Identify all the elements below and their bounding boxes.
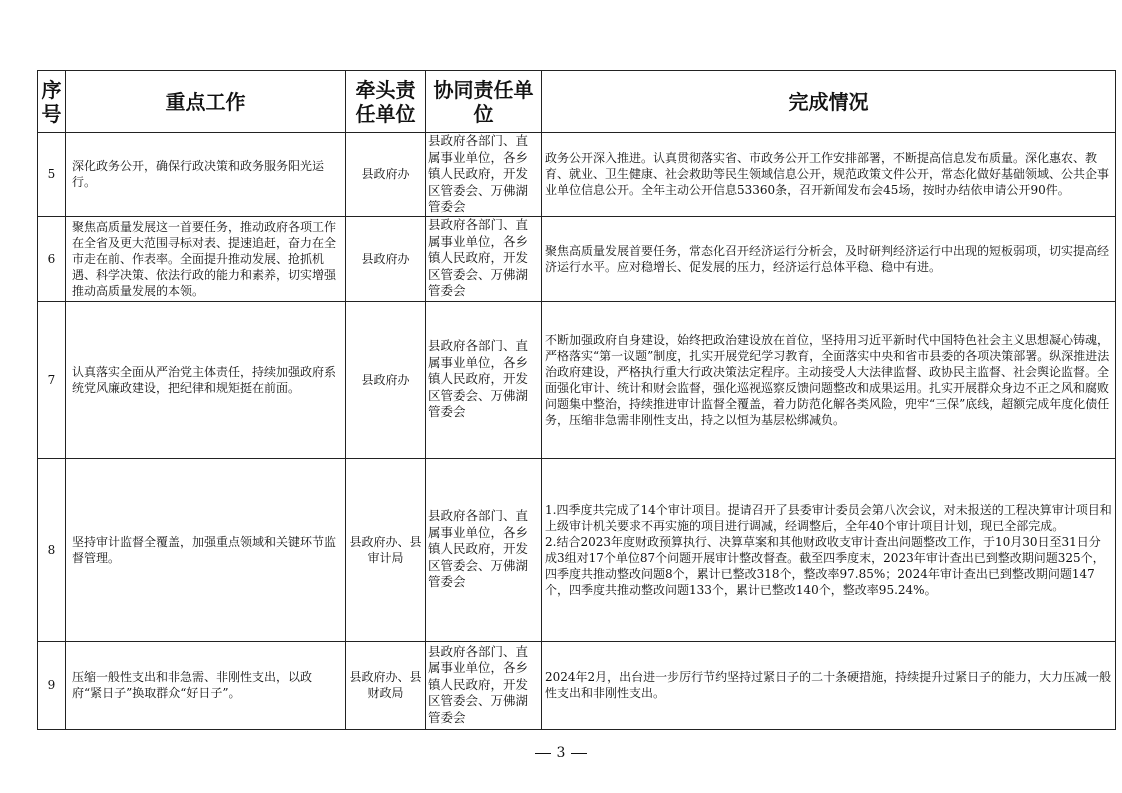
row-done-text: 2.结合2023年度财政预算执行、决算草案和其他财政收支审计查出问题整改工作，于10月30日至31日分成3组对17个单位87个问题开展审计整改督查。截至四季度末，2023年审计查出已到整改期问题325个，四季度共推动整改问题8个，累计已整改318个，整改率97.85%；2024年审计查出已到整改期问题147个，四季度共推动整改问题133个，累计已整改140个，整改率95.24%。: [545, 534, 1105, 597]
dash-right: [571, 753, 587, 754]
row-task: 压缩一般性支出和非急需、非刚性支出，以政府“紧日子”换取群众“好日子”。: [66, 641, 346, 729]
row-done: [542, 641, 1116, 729]
table-row: [38, 216, 1116, 301]
row-lead: 县政府办、县财政局: [346, 641, 426, 729]
row-done: [542, 458, 1116, 641]
row-done-text: 2024年2月，出台进一步厉行节约坚持过紧日子的二十条硬措施，持续提升过紧日子的能力，大力压减一般性支出和非刚性支出。: [545, 670, 1112, 700]
row-done: [542, 216, 1116, 301]
dash-left: [535, 753, 551, 754]
row-task: 深化政务公开，确保行政决策和政务服务阳光运行。: [66, 133, 346, 217]
header-seq: 序号: [38, 71, 66, 133]
row-done-text: 不断加强政府自身建设，始终把政治建设放在首位，坚持用习近平新时代中国特色社会主义思想凝心铸魂，严格落实“第一议题”制度，扎实开展党纪学习教育，全面落实中央和省市县委的各项决策部署。纵深推进法治政府建设，严格执行重大行政决策法定程序。主动接受人大法律监督、政协民主监督、社会舆论监督。全面强化审计、统计和财会监督，强化巡视巡察反馈问题整改和成果运用。扎实开展群众身边不正之风和腐败问题集中整治，持续推进审计监督全覆盖，着力防范化解各类风险，兜牢“三保”底线，超额完成年度化债任务，压缩非急需非刚性支出，持之以恒为基层松绑减负。: [545, 332, 1110, 427]
row-coop: 县政府各部门、直属事业单位，各乡镇人民政府，开发区管委会、万佛湖管委会: [426, 458, 542, 641]
header-done: 完成情况: [542, 71, 1116, 133]
row-lead: 县政府办: [346, 301, 426, 458]
row-done-text: 1.四季度共完成了14个审计项目。提请召开了县委审计委员会第八次会议，对未报送的工程决算审计项目和上级审计机关要求不再实施的项目进行调减，经调整后，全年40个审计项目计划，现已全部完成。: [545, 502, 1112, 533]
row-done-text: 政务公开深入推进。认真贯彻落实省、市政务公开工作安排部署，不断提高信息发布质量。深化惠农、教育、就业、卫生健康、社会救助等民生领域信息公开，规范政策文件公开，常态化做好基础领域、公共企事业单位信息公开。全年主动公开信息53360条，召开新闻发布会45场，按时办结依申请公开90件。: [545, 151, 1110, 198]
row-coop: 县政府各部门、直属事业单位，各乡镇人民政府，开发区管委会、万佛湖管委会: [426, 641, 542, 729]
row-task: 坚持审计监督全覆盖，加强重点领域和关键环节监督管理。: [66, 458, 346, 641]
header-row: [38, 71, 1116, 133]
table-row: [38, 133, 1116, 217]
row-done: [542, 133, 1116, 217]
row-lead: 县政府办: [346, 216, 426, 301]
row-lead: 县政府办、县审计局: [346, 458, 426, 641]
table-row: [38, 641, 1116, 729]
header-task: 重点工作: [66, 71, 346, 133]
row-task: 认真落实全面从严治党主体责任，持续加强政府系统党风廉政建设，把纪律和规矩挺在前面。: [66, 301, 346, 458]
row-seq: 6: [38, 216, 66, 301]
row-coop: 县政府各部门、直属事业单位，各乡镇人民政府，开发区管委会、万佛湖管委会: [426, 216, 542, 301]
row-seq: 8: [38, 458, 66, 641]
row-lead: 县政府办: [346, 133, 426, 217]
row-seq: 5: [38, 133, 66, 217]
row-coop: 县政府各部门、直属事业单位，各乡镇人民政府，开发区管委会、万佛湖管委会: [426, 133, 542, 217]
row-done: [542, 301, 1116, 458]
work-progress-table: [37, 70, 1116, 730]
header-coop: 协同责任单位: [426, 71, 542, 133]
page-footer: [0, 745, 1122, 761]
table-row: [38, 458, 1116, 641]
row-done-text: 聚焦高质量发展首要任务，常态化召开经济运行分析会，及时研判经济运行中出现的短板弱项，切实提高经济运行水平。应对稳增长、促发展的压力，经济运行总体平稳、稳中有进。: [545, 243, 1110, 274]
row-task: 聚焦高质量发展这一首要任务，推动政府各项工作在全省及更大范围寻标对表、提速追赶，奋力在全市走在前、作表率。全面提升推动发展、抢抓机遇、科学决策、依法行政的能力和素养，切实增强推动高质量发展的本领。: [66, 216, 346, 301]
row-coop: 县政府各部门、直属事业单位，各乡镇人民政府，开发区管委会、万佛湖管委会: [426, 301, 542, 458]
header-lead: 牵头责任单位: [346, 71, 426, 133]
row-seq: 9: [38, 641, 66, 729]
page-number: 3: [556, 745, 566, 761]
row-seq: 7: [38, 301, 66, 458]
table-row: [38, 301, 1116, 458]
